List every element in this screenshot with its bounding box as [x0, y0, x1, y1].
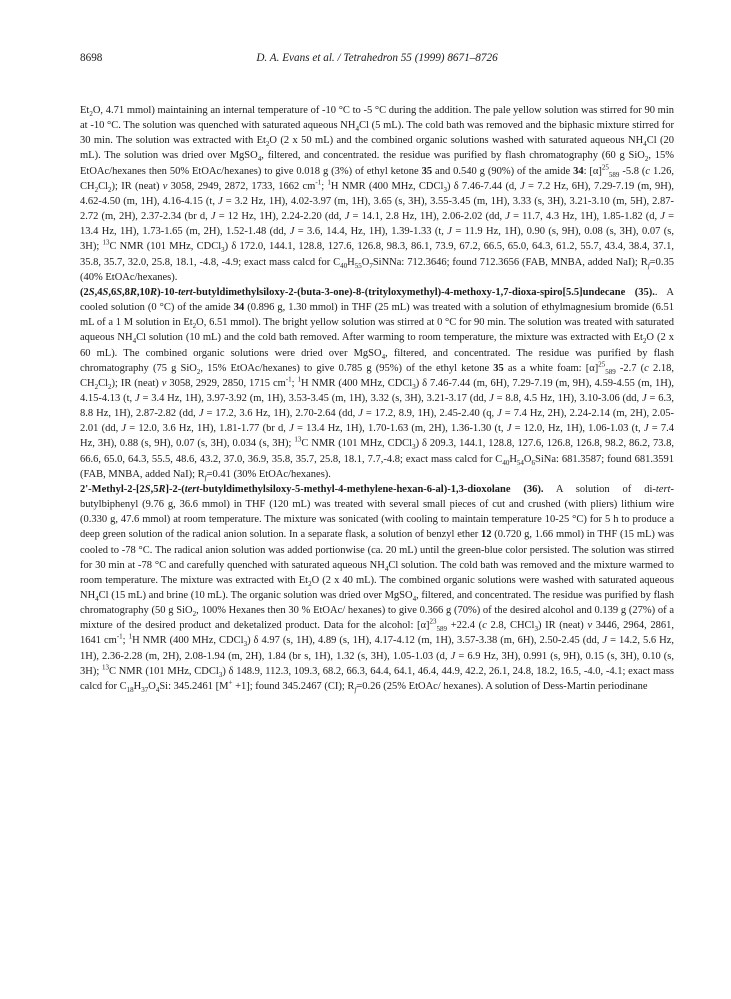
paragraph-amide-34-procedure: $Et_2O$, 4.71 mmol) maintaining an internal temperature of -10 °C to -5 °C during the addition. The pale yellow solution was stirred for 90 min at -10 °C. The solution was quenched with saturated aqueous $NH_4Cl$ (5 mL). The cold bath was removed and the biphasic mixture stirred for 30 min. The solution was extracted with $Et_2O$ (2 x 50 mL) and the combined organic solutions washed with saturated aqueous $NH_4Cl$ (20 mL). The solution was dried over MgSO$_4$, filtered, and concentrated. the residue was purified by flash chromatography (60 g SiO$_2$, 15% EtOAc/hexanes then 50% EtOAc/hexanes) to give 0.018 g (3%) of ethyl ketone 35 and 0.540 g (90%) of the amide 34: $[\alpha]^{25}_{589}$ -5.8 (c 1.26, $CH_2Cl_2$); IR (neat) ν 3058, 2949, 2872, 1733, 1662 $cm^{-1}$; $^1$H NMR (400 MHz, CDCl$_3$) δ 7.46-7.44 (d, J = 7.2 Hz, 6H), 7.29-7.19 (m, 9H), 4.62-4.50 (m, 1H), 4.16-4.15 (t, J = 3.2 Hz, 1H), 4.02-3.97 (m, 1H), 3.65 (s, 3H), 3.55-3.45 (m, 1H), 3.33 (s, 3H), 3.21-3.10 (m, 5H), 2.87-2.72 (m, 2H), 2.37-2.34 (br d, J = 12 Hz, 1H), 2.24-2.20 (dd, J = 14.1, 2.8 Hz, 1H), 2.06-2.02 (dd, J = 11.7, 4.3 Hz, 1H), 1.85-1.82 (d, J = 13.4 Hz, 1H), 1.73-1.65 (m, 2H), 1.52-1.48 (dd, J = 3.6, 14.4, Hz, 1H), 1.39-1.33 (t, J = 11.9 Hz, 1H), 0.90 (s, 9H), 0.08 (s, 3H), 0.07 (s, 3H); $^{13}$C NMR (101 MHz, CDCl$_3$) δ 172.0, 144.1, 128.8, 127.6, 126.8, 98.3, 86.1, 73.9, 67.2, 66.5, 65.0, 64.3, 61.2, 55.7, 43.4, 38.4, 37.1, 35.8, 35.7, 32.0, 25.8, 18.1, -4.8, -4.9; exact mass calcd for $C_{40}H_{55}O_7SiNNa$: 712.3646; found 712.3656 (FAB, MNBA, added NaI); $R_f=0.35$ (40% EtOAc/hexanes). — [80, 105, 675, 283]
running-head: D. A. Evans et al. / Tetrahedron 55 (1999) 8671–8726 — [256, 52, 498, 64]
paragraph-ketone-35-procedure: (2S,4S,6S,8R,10R)-10-tert-butyldimethylsiloxy-2-(buta-3-one)-8-(trityloxymethyl)-4-methoxy-1,7-dioxa-spiro[5.5]undecane (35).. A cooled solution (0 °C) of the amide 34 (0.896 g, 1.30 mmol) in THF (25 mL) was treated with a solution of ethylmagnesium bromide (6.51 mL of a 1 M solution in $Et_2O$, 6.51 mmol). The bright yellow solution was stirred at 0 °C for 90 min. The solution was treated with saturated aqueous $NH_4Cl$ solution (10 mL) and the cold bath removed. After warming to room temperature, the mixture was extracted with $Et_2O$ (2 x 60 mL). The combined organic solutions were dried over MgSO$_4$, filtered, and concentrated. The residue was purified by flash chromatography (75 g SiO$_2$, 15% EtOAc/hexanes) to give 0.785 g (95%) of the ethyl ketone 35 as a white foam: $[\alpha]^{25}_{589}$ -2.7 (c 2.18, $CH_2Cl_2$); IR (neat) ν 3058, 2929, 2850, 1715 $cm^{-1}$; $^1$H NMR (400 MHz, CDCl$_3$) δ 7.46-7.44 (m, 6H), 7.29-7.19 (m, 9H), 4.59-4.55 (m, 1H), 4.15-4.13 (t, J = 3.4 Hz, 1H), 3.97-3.92 (m, 1H), 3.53-3.45 (m, 1H), 3.32 (s, 3H), 3.21-3.17 (dd, J = 8.8, 4.5 Hz, 1H), 3.10-3.06 (dd, J = 6.3, 8.8 Hz, 1H), 2.87-2.82 (dd, J = 17.2, 3.6 Hz, 1H), 2.70-2.64 (dd, J = 17.2, 8.9, 1H), 2.45-2.40 (q, J = 7.4 Hz, 2H), 2.24-2.14 (m, 2H), 2.05-2.01 (dd, J = 12.0, 3.6 Hz, 1H), 1.81-1.77 (br d, J = 13.4 Hz, 1H), 1.70-1.63 (m, 2H), 1.36-1.30 (t, J = 12.0, Hz, 1H), 1.06-1.03 (t, J = 7.4 Hz, 3H), 0.88 (s, 9H), 0.07 (s, 3H), 0.034 (s, 3H); $^{13}$C NMR (101 MHz, CDCl$_3$) δ 209.3, 144.1, 128.8, 127.6, 126.8, 126.8, 98.2, 86.2, 73.8, 66.6, 65.0, 64.3, 55.5, 48.6, 43.2, 37.0, 36.9, 35.8, 35.7, 25.8, 18.1, 7.7,-4.8; exact mass calcd for $C_{40}H_{54}O_6SiNa$: 681.3587; found 681.3591 (FAB, MNBA, added NaI); $R_f=0.41$ (30% EtOAc/hexanes). — [80, 286, 675, 482]
article-body — [80, 103, 674, 694]
page-number: 8698 — [80, 52, 103, 64]
page-header — [80, 52, 674, 68]
paragraph-dioxolane-36-procedure: 2'-Methyl-2-[2S,5R]-2-(tert-butyldimethylsiloxy-5-methyl-4-methylene-hexan-6-al)-1,3-dioxolane (36). A solution of di-tert-butylbiphenyl (9.76 g, 36.6 mmol) in THF (120 mL) was treated with several small pieces of cut and crushed (with pliers) lithium wire (0.330 g, 47.6 mmol) at room temperature. The mixture was sonicated (with cooling to maintain temperature 10-25 °C) for 5 h to produce a deep green solution of the radical anion solution. In a separate flask, a solution of benzyl ether 12 (0.720 g, 1.66 mmol) in THF (15 mL) was cooled to -78 °C. The radical anion solution was added portionwise (ca. 20 mL) until the green-blue color persisted. The solution was stirred for 30 min at -78 °C and carefully quenched with saturated aqueous $NH_4Cl$ solution. The cold bath was removed and the mixture warmed to room temperature. The mixture was extracted with $Et_2O$ (2 x 40 mL). The combined organic solutions were washed with saturated aqueous $NH_4Cl$ (15 mL) and brine (10 mL). The organic solution was dried over MgSO$_4$, filtered, and concentrated. The residue was purified by flash chromatography (50 g SiO$_2$, 100% Hexanes then 30 % EtOAc/ hexanes) to give 0.366 g (70%) of the desired alcohol and 0.139 g (27%) of a mixture of the desired product and deketalized product. Data for the alcohol: $[\alpha]^{23}_{589} +22.4$ (c 2.8, CHCl$_3$) IR (neat) ν 3446, 2964, 2861, 1641 $cm^{-1}$; $^1$H NMR (400 MHz, CDCl$_3$) δ 4.97 (s, 1H), 4.89 (s, 1H), 4.17-4.12 (m, 1H), 3.57-3.38 (m, 6H), 2.50-2.45 (dd, J = 14.2, 5.6 Hz, 1H), 2.36-2.28 (m, 2H), 2.08-1.94 (m, 2H), 1.84 (br s, 1H), 1.32 (s, 3H), 1.05-1.03 (d, J = 6.9 Hz, 3H), 0.991 (s, 9H), 0.15 (s, 3H), 0.10 (s, 3H); $^{13}$C NMR (101 MHz, CDCl$_3$) δ 148.9, 112.3, 109.3, 68.2, 66.3, 64.4, 64.1, 46.4, 44.9, 42.2, 26.1, 24.8, 18.2, 16.5, -4.0, -4.1; exact mass calcd for $C_{18}H_{37}O_4Si$: 345.2461 [M+ +1]; found 345.2467 (CI); $R_f=0.26$ (25% EtOAc/ hexanes). A solution of Dess-Martin periodinane — [80, 483, 675, 695]
